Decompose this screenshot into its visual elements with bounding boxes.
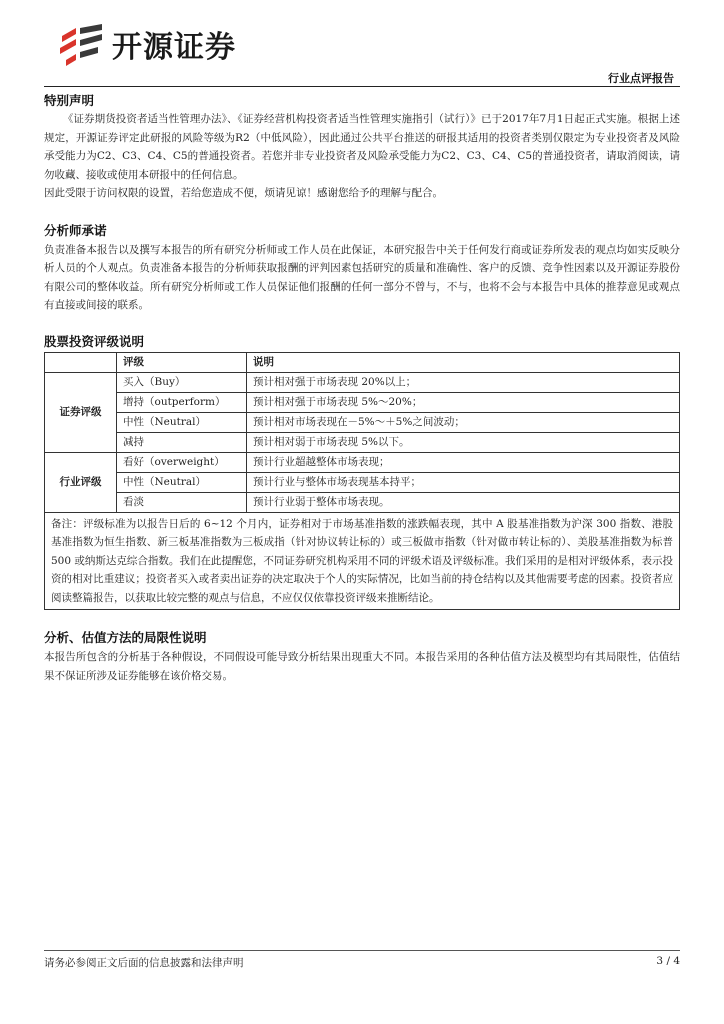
rating-cell: 增持（outperform） — [117, 392, 247, 412]
document-body — [44, 90, 680, 685]
section-title: 分析、估值方法的局限性说明 — [44, 630, 207, 645]
table-header-row — [45, 352, 680, 372]
rating-cell: 中性（Neutral） — [117, 412, 247, 432]
table-header-cell: 说明 — [247, 352, 680, 372]
table-note: 备注：评级标准为以报告日后的 6~12 个月内，证券相对于市场基准指数的涨跌幅表现，其中 A 股基准指数为沪深 300 指数、港股基准指数为恒生指数、新三板基准指数为三板成指（针对协议转让标的）或三板做市指数（针对做市转让标的）、美股基准指数为标普 500 或纳斯达克综合指数。我们在此提醒您，不同证券研究机构采用不同的评级术语及评级标准。我们采用的是相对评级体系，表示投资的相对比重建议；投资者买入或者卖出证券的决定取决于个人的实际情况，比如当前的持仓结构以及其他需要考虑的因素。投资者应阅读整篇报告，以获取比较完整的观点与信息，不应仅仅依靠投资评级来推断结论。 — [45, 512, 680, 610]
category-cell: 证券评级 — [45, 372, 117, 452]
analyst-commitment-section — [44, 221, 680, 315]
description-cell: 预计相对强于市场表现 5%～20%； — [247, 392, 680, 412]
rating-table — [44, 352, 680, 611]
table-row — [45, 412, 680, 432]
description-cell: 预计相对强于市场表现 20%以上； — [247, 372, 680, 392]
report-type-label: 行业点评报告 — [608, 72, 674, 85]
description-cell: 预计行业与整体市场表现基本持平； — [247, 472, 680, 492]
paragraph: 负责准备本报告以及撰写本报告的所有研究分析师或工作人员在此保证，本研究报告中关于任何发行商或证券所发表的观点均如实反映分析人员的个人观点。负责准备本报告的分析师获取报酬的评判因素包括研究的质量和准确性、客户的反馈、竞争性因素以及开源证券股份有限公司的整体收益。所有研究分析师或工作人员保证他们报酬的任何一部分不曾与，不与，也将不会与本报告中具体的推荐意见或观点有直接或间接的联系。 — [44, 243, 680, 311]
table-header-cell: 评级 — [117, 352, 247, 372]
paragraph: 《证券期货投资者适当性管理办法》、《证券经营机构投资者适当性管理实施指引（试行）》已于2017年7月1日起正式实施。根据上述规定，开源证券评定此研报的风险等级为R2（中低风险），因此通过公共平台推送的研报其适用的投资者类别仅限定为专业投资者及风险承受能力为C2、C3、C4、C5的普通投资者。若您并非专业投资者及风险承受能力为C2、C3、C4、C5的普通投资者，请取消阅读，请勿收藏、接收或使用本研报中的任何信息。 — [44, 113, 680, 181]
page-number: 3 / 4 — [656, 955, 680, 967]
section-title: 股票投资评级说明 — [44, 333, 145, 349]
paragraph: 因此受限于访问权限的设置，若给您造成不便，烦请见谅！感谢您给予的理解与配合。 — [44, 187, 443, 199]
description-cell: 预计相对市场表现在－5%～＋5%之间波动； — [247, 412, 680, 432]
special-statement-section — [44, 91, 680, 203]
section-title: 分析师承诺 — [44, 222, 107, 238]
table-row — [45, 452, 680, 472]
rating-cell: 减持 — [117, 432, 247, 452]
table-note-row — [45, 512, 680, 610]
description-cell: 预计行业弱于整体市场表现。 — [247, 492, 680, 512]
rating-cell: 中性（Neutral） — [117, 472, 247, 492]
rating-cell: 看淡 — [117, 492, 247, 512]
kaiyuan-logo-icon — [58, 22, 104, 66]
rating-explanation-section — [44, 332, 680, 611]
header-divider — [44, 86, 680, 87]
logo-text: 开源证券 — [112, 30, 236, 65]
limitation-section — [44, 628, 680, 685]
footer-divider — [44, 950, 680, 951]
description-cell: 预计相对弱于市场表现 5%以下。 — [247, 432, 680, 452]
table-row — [45, 472, 680, 492]
category-cell: 行业评级 — [45, 452, 117, 512]
footer-disclaimer: 请务必参阅正文后面的信息披露和法律声明 — [44, 957, 244, 969]
paragraph: 本报告所包含的分析基于各种假设，不同假设可能导致分析结果出现重大不同。本报告采用的各种估值方法及模型均有其局限性，估值结果不保证所涉及证券能够在该价格交易。 — [44, 651, 680, 682]
table-header-cell — [45, 352, 117, 372]
description-cell: 预计行业超越整体市场表现； — [247, 452, 680, 472]
section-title: 特别声明 — [44, 93, 95, 108]
rating-cell: 看好（overweight） — [117, 452, 247, 472]
rating-cell: 买入（Buy） — [117, 372, 247, 392]
table-row — [45, 432, 680, 452]
table-row — [45, 492, 680, 512]
table-row — [45, 392, 680, 412]
table-row — [45, 372, 680, 392]
company-logo — [58, 20, 236, 68]
